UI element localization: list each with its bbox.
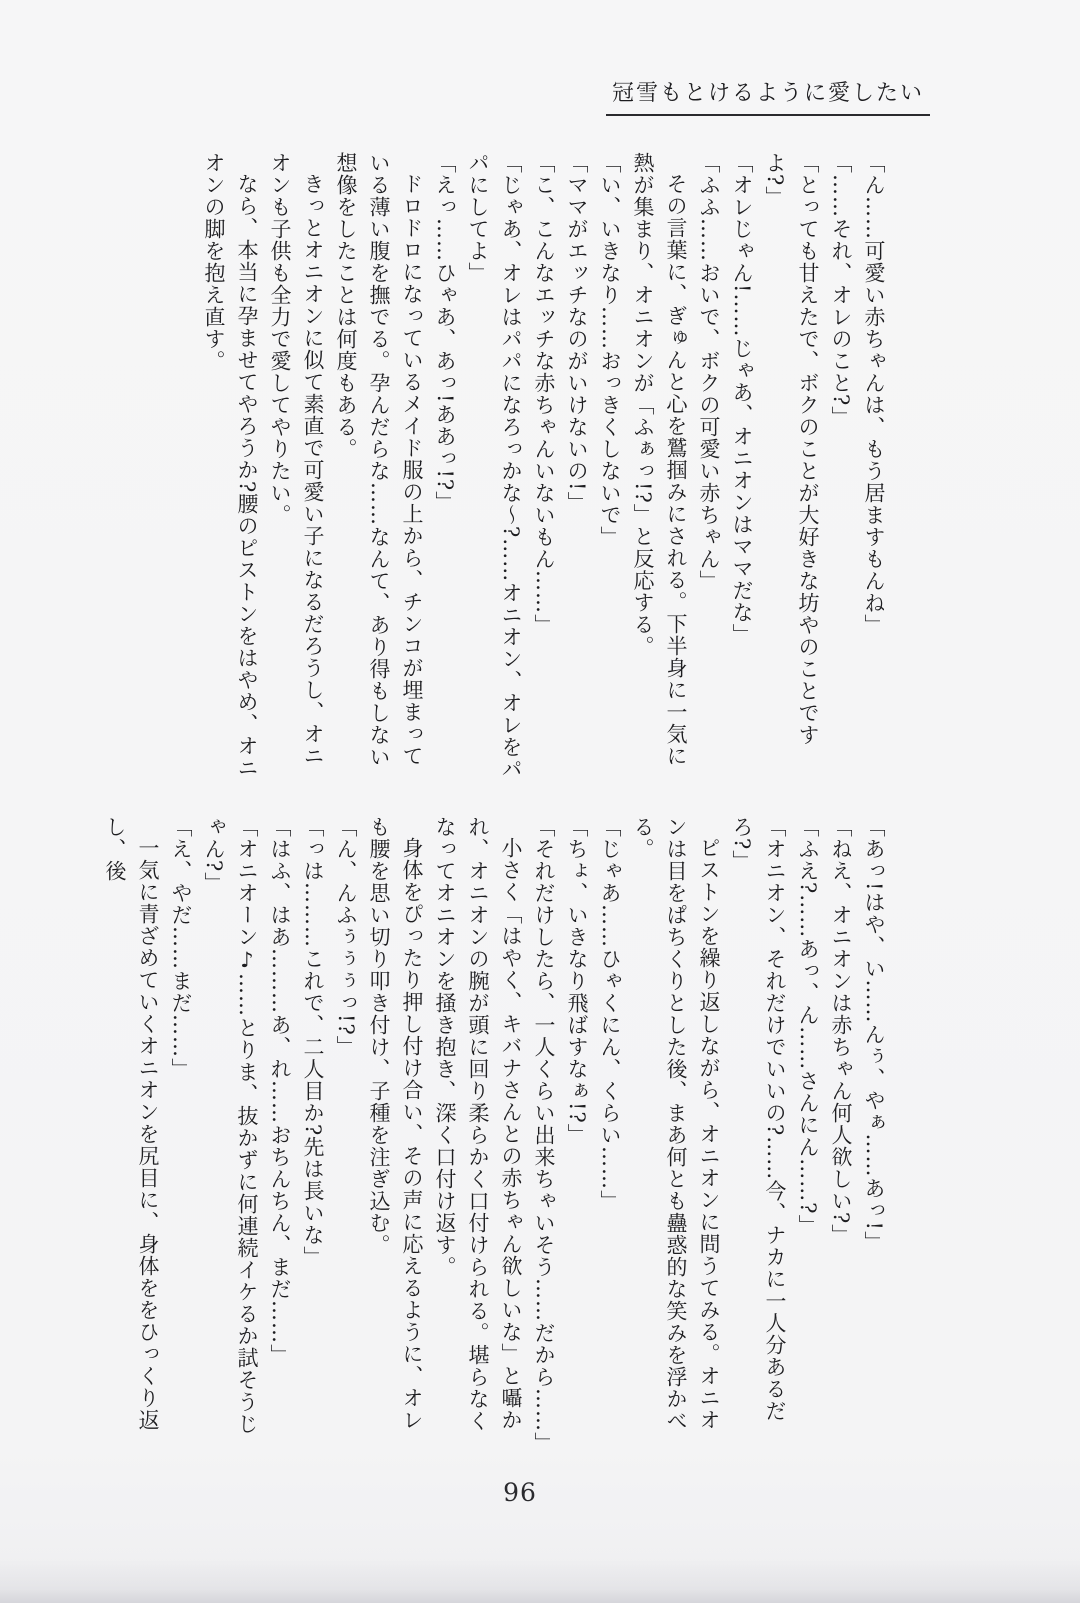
text-column-paragraph: きっとオニオンに似て素直で可愛い子になるだろうし、オニオンも子供も全力で愛してやりたい。: [268, 152, 325, 767]
text-column-paragraph: 「ふふ……おいで、ボクの可愛い赤ちゃん」: [697, 152, 721, 592]
scan-edge-shadow: [0, 1557, 1080, 1603]
text-column-paragraph: 「オレじゃん!……じゃあ、オニオンはママだな」: [730, 152, 754, 646]
text-column-paragraph: 「それだけしたら、一人くらい出来ちゃいそう……だから……」: [532, 816, 556, 1454]
text-column-paragraph: 一気に青ざめていくオニオンを尻目に、身体ををひっくり返し、後: [103, 816, 160, 1431]
text-column-paragraph: 「とっても甘えたで、ボクのことが大好きな坊やのことですよ?」: [763, 152, 820, 746]
text-column-paragraph: 「はふ、はあ………あ、れ……おちんちん、まだ……」: [268, 816, 292, 1366]
text-column-paragraph: その言葉に、ぎゅんと心を鷲掴みにされる。下半身に一気に熱が集まり、オニオンが「ふぁっ!?」と反応する。: [631, 152, 688, 767]
text-column-paragraph: 「じゃあ……ひゃくにん、くらい……」: [598, 816, 622, 1212]
text-column-paragraph: 「オニオーン♪……とりま、抜かずに何連続イケるか試そうじゃん?」: [202, 816, 259, 1435]
text-column-paragraph: 「あっ!はや、い……んぅ、やぁ……あっ!」: [862, 816, 886, 1253]
upper-text-block: [197, 152, 890, 784]
text-column-paragraph: 「い、いきなり……おっきくしないで」: [598, 152, 622, 548]
text-column-paragraph: 「ふえ?……あっ、ん……さんにん……?」: [796, 816, 820, 1237]
text-column-paragraph: 身体をぴったり押し付け合い、その声に応えるように、オレも腰を思い切り叩き付け、子種を注ぎ込む。: [367, 816, 424, 1431]
page-number: 96: [503, 1478, 537, 1507]
running-header-title: 冠雪もとけるように愛したい: [606, 76, 930, 116]
text-column-paragraph: 「えっ……ひゃあ、あっ!ああっ!?」: [433, 152, 457, 514]
text-column-paragraph: ドロドロになっているメイド服の上から、チンコが埋まっている薄い腹を撫でる。孕んだらな……なんて、あり得もしない想像をしたことは何度もある。: [334, 152, 424, 768]
text-column-paragraph: ピストンを繰り返しながら、オニオンに問うてみる。オニオンは目をぱちくりとした後、まあ何とも蠱惑的な笑みを浮かべる。: [631, 816, 721, 1432]
text-column-paragraph: 「こ、こんなエッチな赤ちゃんいないもん……」: [532, 152, 556, 636]
text-column-paragraph: 「……それ、オレのこと?」: [829, 152, 853, 429]
text-column-paragraph: 「ん、んふぅぅぅっ!?」: [334, 816, 358, 1058]
text-column-paragraph: 「オニオン、それだけでいいの?……今、ナカに一人分あるだろ?」: [730, 816, 787, 1423]
text-column-paragraph: 「ちょ、いきなり飛ばすなぁ!?」: [565, 816, 589, 1146]
text-column-paragraph: 「じゃあ、オレはパパになろっかな〜?……オニオン、オレをパパにしてよ」: [466, 152, 523, 781]
text-column-paragraph: なら、本当に孕ませてやろうか?腰のピストンをはやめ、オニオンの脚を抱え直す。: [202, 152, 259, 780]
text-column-paragraph: 「ねえ、オニオンは赤ちゃん何人欲しい?」: [829, 816, 853, 1247]
text-column-paragraph: 「っは………これで、二人目か?先は長いな」: [301, 816, 325, 1269]
text-column-paragraph: 「ん……可愛い赤ちゃんは、もう居ますもんね」: [862, 152, 886, 636]
text-column-paragraph: 小さく「はやく、キバナさんとの赤ちゃん欲しいな」と囁かれ、オニオンの腕が頭に回り柔らかく口付けられる。堪らなくなってオニオンを掻き抱き、深く口付け返す。: [433, 816, 523, 1432]
text-column-paragraph: 「え、やだ……まだ……」: [169, 816, 193, 1080]
text-column-paragraph: 「ママがエッチなのがいけないの!」: [565, 152, 589, 514]
lower-text-block: [98, 816, 890, 1454]
